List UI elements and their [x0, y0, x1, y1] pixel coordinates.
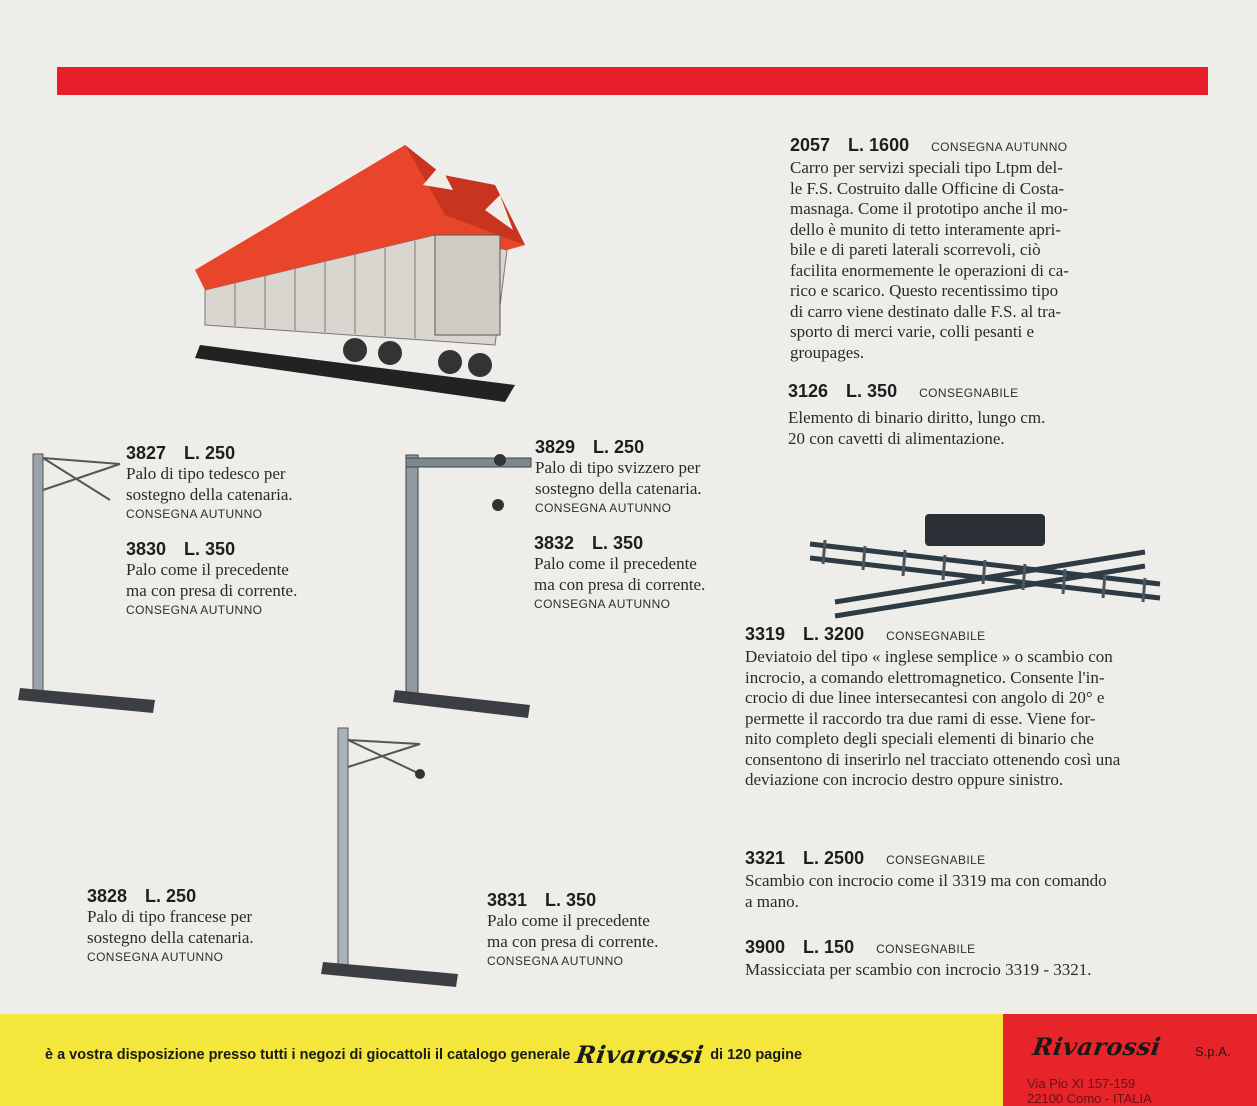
company-logo: Rivarossi: [1030, 1032, 1163, 1061]
product-3830: [126, 538, 342, 619]
product-description: Elemento di binario diritto, lungo cm. 20 con cavetti di alimentazione.: [788, 408, 1046, 448]
product-3321: [745, 847, 1205, 912]
delivery-status: CONSEGNA AUTUNNO: [535, 501, 672, 515]
product-3831: [487, 889, 703, 970]
freight-wagon-image: [195, 140, 530, 410]
product-price: L. 3200: [803, 624, 865, 644]
product-3900: [745, 936, 1205, 981]
product-description: Scambio con incrocio come il 3319 ma con comando a mano.: [745, 871, 1107, 911]
product-code: 3827: [126, 443, 167, 463]
delivery-status: CONSEGNA AUTUNNO: [487, 954, 624, 968]
french-pole-image: [320, 722, 465, 992]
delivery-status: CONSEGNA AUTUNNO: [534, 597, 671, 611]
delivery-status: CONSEGNABILE: [919, 386, 1019, 400]
product-price: L. 350: [592, 533, 644, 553]
product-code: 3126: [788, 381, 829, 401]
product-3319: [745, 623, 1205, 791]
catalog-message-after: di 120 pagine: [710, 1046, 803, 1063]
product-description: Palo di tipo tedesco per sostegno della catenaria.: [126, 464, 293, 504]
product-price: L. 150: [803, 937, 855, 957]
product-3827: [126, 442, 342, 523]
product-price: L. 1600: [848, 135, 910, 155]
product-code: 3830: [126, 539, 167, 559]
catalog-message-before: è a vostra disposizione presso tutti i negozi di giocattoli il catalogo generale: [45, 1046, 571, 1063]
product-description: Massicciata per scambio con incrocio 3319 - 3321.: [745, 960, 1092, 979]
catalog-message: [45, 1040, 802, 1069]
delivery-status: CONSEGNABILE: [876, 942, 976, 956]
product-code: 3832: [534, 533, 575, 553]
crossing-switch-image: [805, 512, 1165, 622]
product-code: 3319: [745, 624, 786, 644]
product-code: 3829: [535, 437, 576, 457]
product-3829: [535, 436, 751, 517]
swiss-pole-image: [390, 450, 535, 725]
delivery-status: CONSEGNA AUTUNNO: [931, 140, 1068, 154]
delivery-status: CONSEGNA AUTUNNO: [126, 507, 263, 521]
product-code: 3828: [87, 886, 128, 906]
product-3126: [788, 380, 1128, 449]
company-suffix: S.p.A.: [1195, 1044, 1231, 1059]
product-price: L. 350: [545, 890, 597, 910]
product-description: Palo come il precedente ma con presa di corrente.: [487, 911, 659, 951]
product-code: 3900: [745, 937, 786, 957]
delivery-status: CONSEGNABILE: [886, 853, 986, 867]
product-code: 3831: [487, 890, 528, 910]
product-3832: [534, 532, 750, 613]
product-price: L. 350: [184, 539, 236, 559]
product-description: Deviatoio del tipo « inglese semplice » o scambio con incrocio, a comando elettromagnetico. Consente l'in- crocio di due linee intersecantesi con angolo di 20° e permette il raccordo tra due rami di esse. Viene for- nito completo degli speciali elementi di binario che consentono di inserirlo nel tracciato ottenendo così una deviazione con incrocio destro oppure sinistro.: [745, 647, 1121, 789]
product-price: L. 250: [593, 437, 645, 457]
product-description: Carro per servizi speciali tipo Ltpm del- le F.S. Costruito dalle Officine di Costa- masnaga. Come il prototipo anche il mo- dello è munito di tetto interamente apri- bile e di pareti laterali scorrevoli, ciò facilita enormemente le operazioni di ca- rico e scarico. Questo recentissimo tipo di carro viene destinato dalle F.S. al tra- sporto di merci varie, colli pesanti e groupages.: [790, 158, 1069, 362]
product-price: L. 250: [145, 886, 197, 906]
product-description: Palo come il precedente ma con presa di corrente.: [126, 560, 298, 600]
delivery-status: CONSEGNA AUTUNNO: [87, 950, 224, 964]
delivery-status: CONSEGNABILE: [886, 629, 986, 643]
brand-logo: Rivarossi: [574, 1040, 707, 1069]
product-description: Palo di tipo svizzero per sostegno della catenaria.: [535, 458, 702, 498]
product-price: L. 350: [846, 381, 898, 401]
footer-banner: [0, 1014, 1257, 1106]
product-description: Palo come il precedente ma con presa di corrente.: [534, 554, 706, 594]
top-red-banner: [57, 67, 1208, 95]
product-description: Palo di tipo francese per sostegno della catenaria.: [87, 907, 254, 947]
product-2057: [790, 134, 1128, 363]
product-3828: [87, 885, 303, 966]
product-price: L. 250: [184, 443, 236, 463]
product-code: 3321: [745, 848, 786, 868]
product-price: L. 2500: [803, 848, 865, 868]
company-address: Via Pio XI 157-159 22100 Como - ITALIA: [1027, 1076, 1152, 1106]
product-code: 2057: [790, 135, 831, 155]
delivery-status: CONSEGNA AUTUNNO: [126, 603, 263, 617]
